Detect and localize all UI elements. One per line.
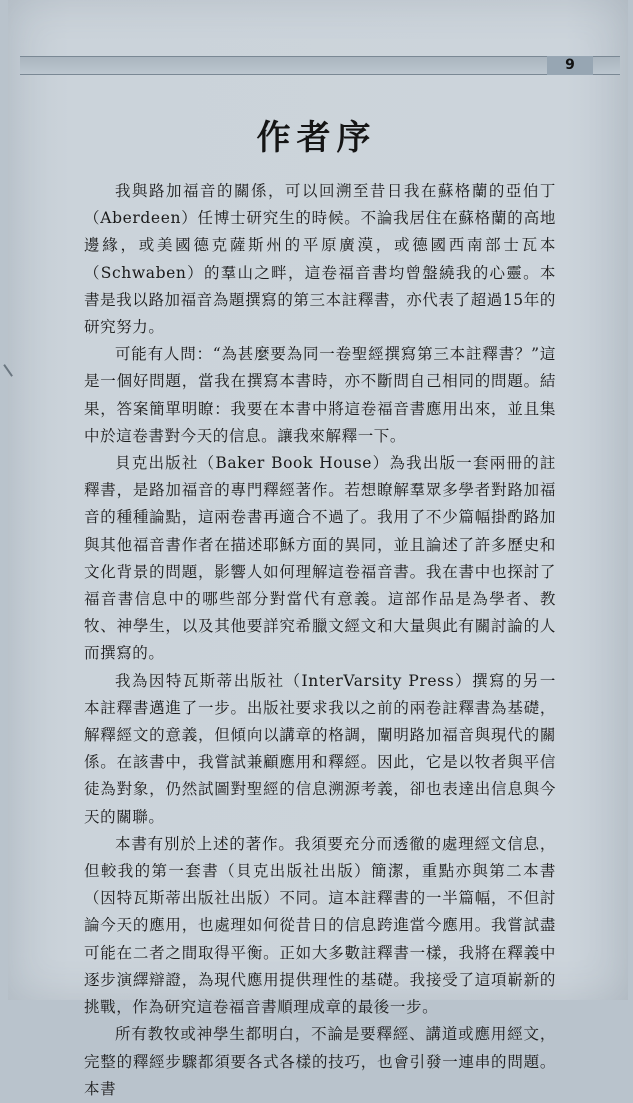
paragraph: 可能有人問：“為甚麼要為同一卷聖經撰寫第三本註釋書？”這是一個好問題，當我在撰寫本書時，亦不斷問自己相同的問題。結果，答案簡單明瞭：我要在本書中將這卷福音書應用出來，並且集中於這卷書對今天的信息。讓我來解釋一下。 — [84, 345, 556, 445]
page-number: 9 — [547, 56, 593, 75]
paragraph: 我為因特瓦斯蒂出版社（InterVarsity Press）撰寫的另一本註釋書邁進了一步。出版社要求我以之前的兩卷註釋書為基礎，解釋經文的意義，但傾向以講章的格調，闡明路加福音與現代的關係。在該書中，我嘗試兼顧應用和釋經。因此，它是以牧者與平信徒為對象，仍然試圖對聖經的信息溯源考義，卻也表達出信息與今天的關聯。 — [84, 671, 556, 826]
chapter-title: 作者序 — [256, 118, 377, 158]
body-text — [84, 178, 556, 1103]
paragraph: 所有教牧或神學生都明白，不論是要釋經、講道或應用經文，完整的釋經步驟都須要各式各樣的技巧，也會引發一連串的問題。本書 — [84, 1025, 556, 1098]
paragraph: 我與路加福音的關係，可以回溯至昔日我在蘇格蘭的亞伯丁（Aberdeen）任博士研究生的時候。不論我居住在蘇格蘭的高地邊緣，或美國德克薩斯州的平原廣漠，或德國西南部士瓦本（Schwaben）的羣山之畔，這卷福音書均曾盤繞我的心靈。本書是我以路加福音為題撰寫的第三本註釋書，亦代表了超過15年的研究努力。 — [84, 182, 556, 337]
paragraph: 貝克出版社（Baker Book House）為我出版一套兩冊的註釋書，是路加福音的專門釋經著作。若想瞭解羣眾多學者對路加福音的種種論點，這兩卷書再適合不過了。我用了不少篇幅掛酌路加與其他福音書作者在描述耶穌方面的異同，並且論述了許多歷史和文化背景的問題，影響人如何理解這卷福音書。我在書中也探討了福音書信息中的哪些部分對當代有意義。這部作品是為學者、教牧、神學生，以及其他要詳究希臘文經文和大量與此有關討論的人而撰寫的。 — [84, 454, 556, 663]
paragraph: 本書有別於上述的著作。我須要充分而透徹的處理經文信息，但較我的第一套書（貝克出版社出版）簡潔，重點亦與第二本書（因特瓦斯蒂出版社出版）不同。這本註釋書的一半篇幅，不但討論今天的應用，也處理如何從昔日的信息跨進當今應用。我嘗試盡可能在二者之間取得平衡。正如大多數註釋書一樣，我將在釋義中逐步演繹辯證，為現代應用提供理性的基礎。我接受了這項嶄新的挑戰，作為研究這卷福音書順理成章的最後一步。 — [84, 834, 556, 1017]
running-header-bar — [20, 56, 620, 75]
